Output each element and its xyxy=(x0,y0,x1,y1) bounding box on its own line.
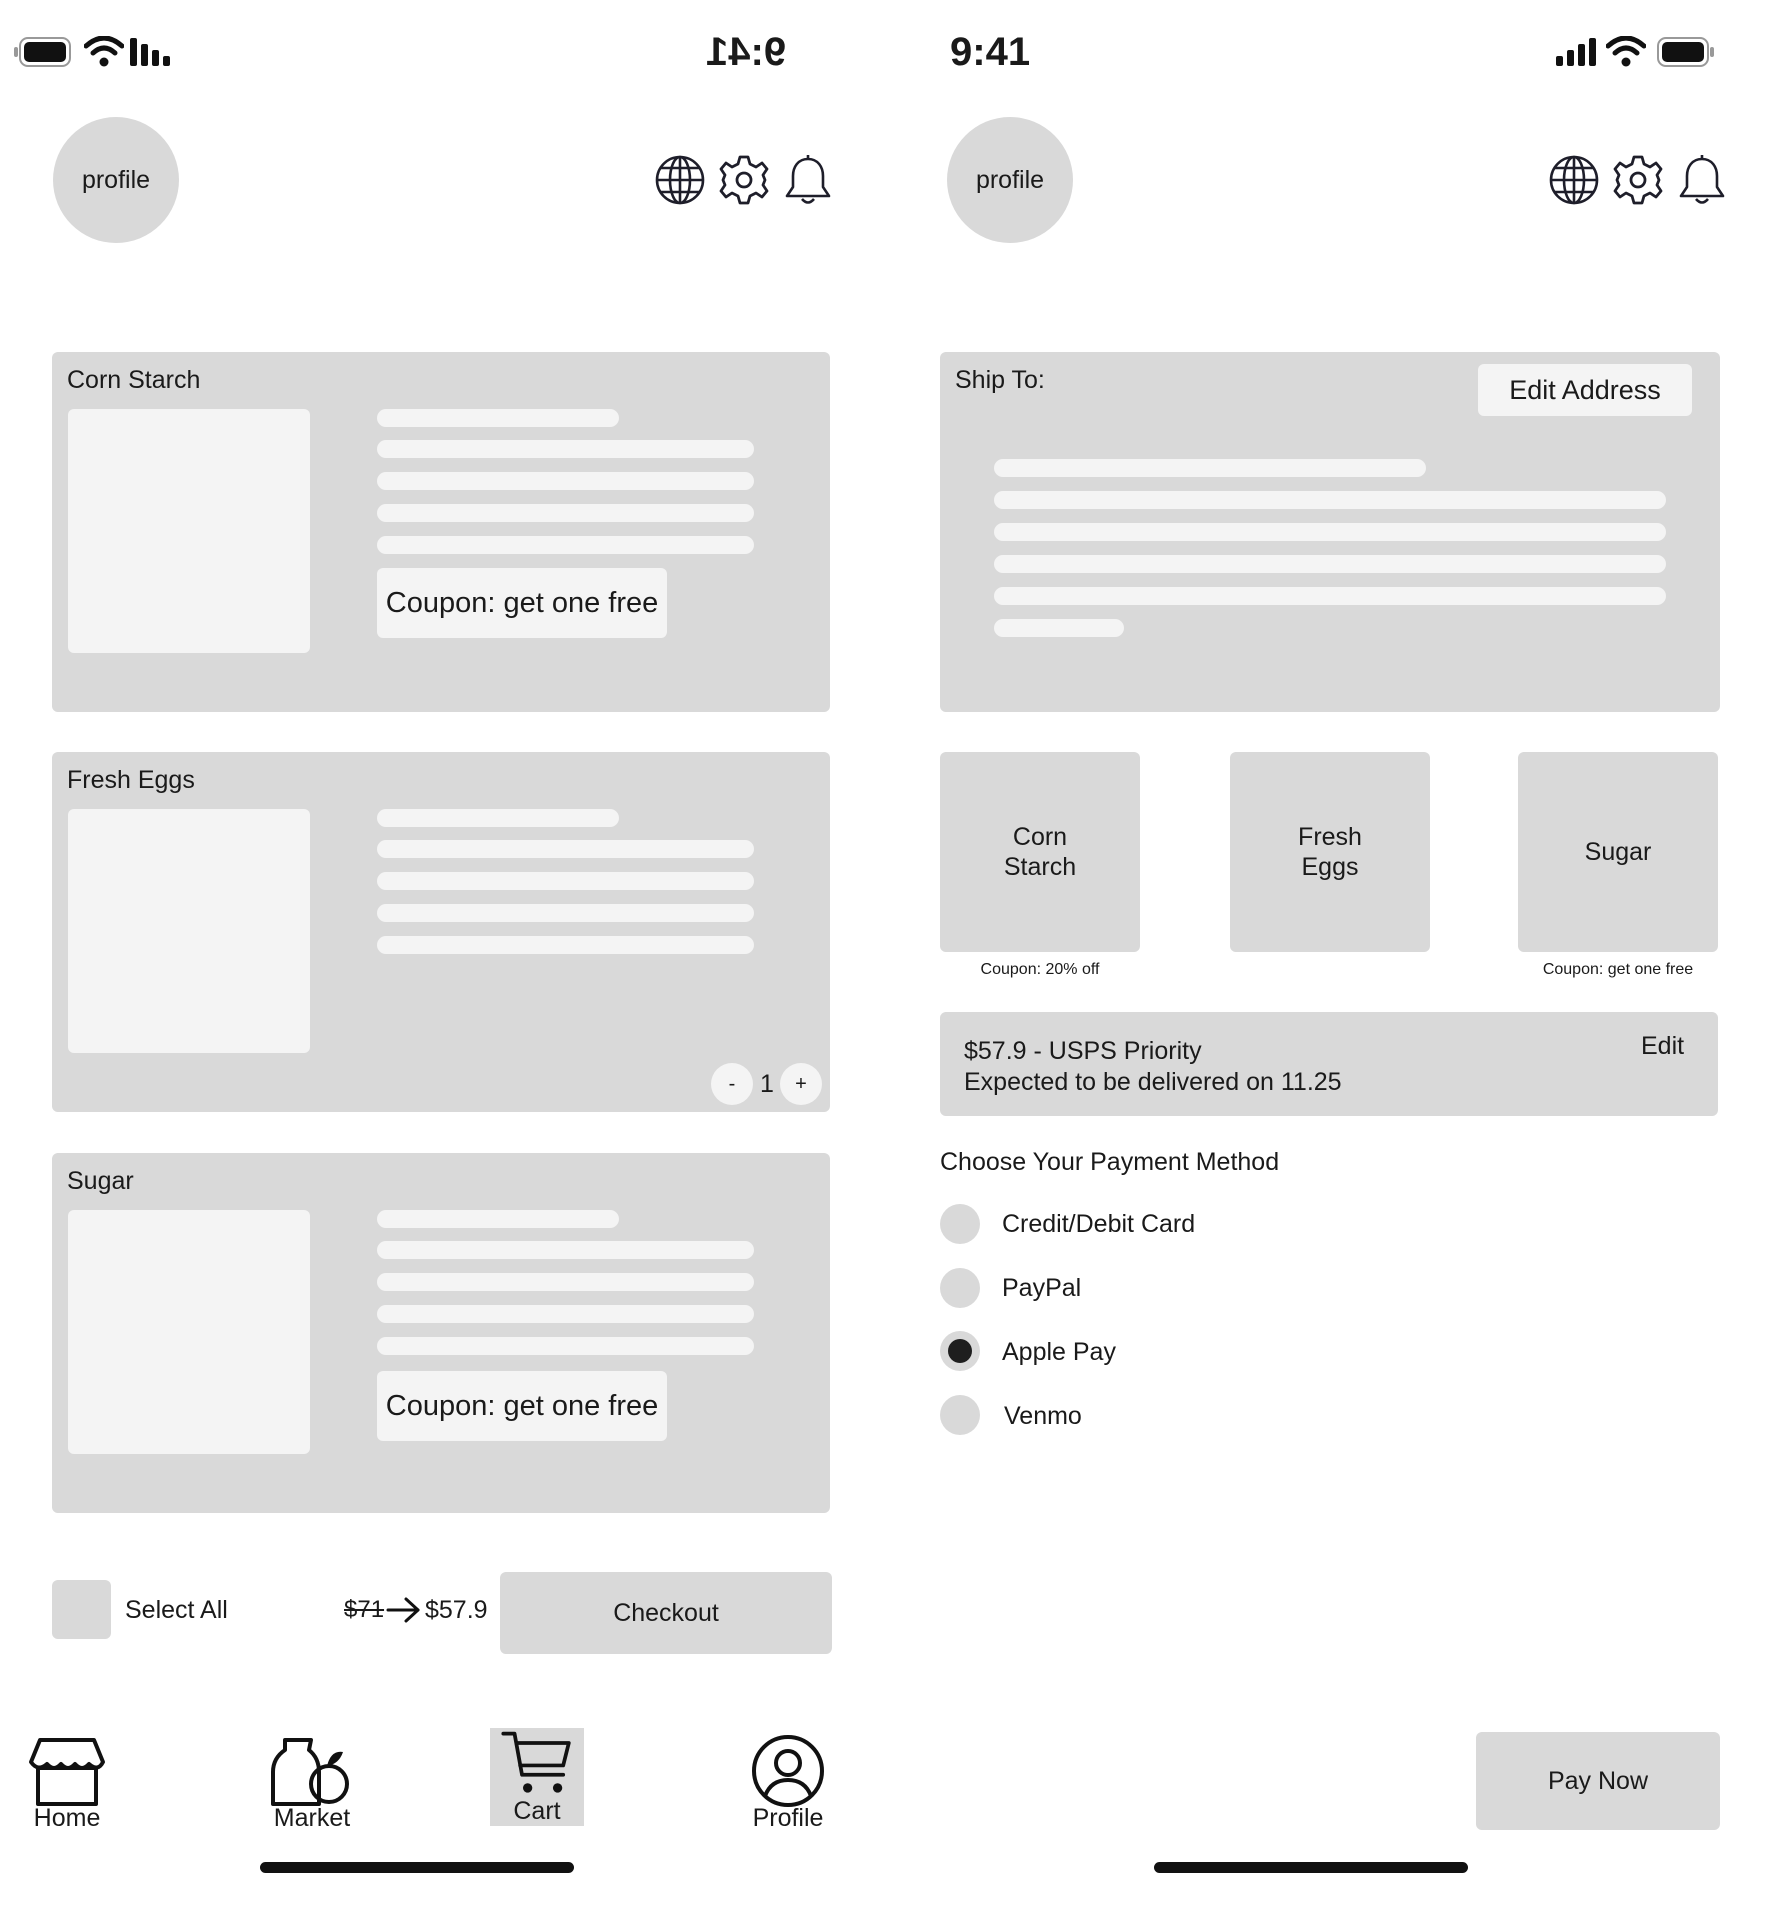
radio-apple-pay[interactable] xyxy=(940,1331,980,1371)
wifi-icon xyxy=(84,36,124,68)
text-placeholder xyxy=(377,536,754,554)
wifi-icon xyxy=(1606,36,1646,68)
tab-label: Cart xyxy=(513,1797,561,1825)
home-indicator[interactable] xyxy=(260,1862,574,1873)
product-tile-corn-starch[interactable] xyxy=(940,752,1140,952)
address-placeholder xyxy=(994,587,1666,605)
status-time: 9:41 xyxy=(950,30,1031,74)
address-placeholder xyxy=(994,459,1426,477)
ship-to-label: Ship To: xyxy=(955,366,1045,394)
radio-label: PayPal xyxy=(1002,1274,1082,1302)
radio-label: Credit/Debit Card xyxy=(1002,1210,1196,1238)
checkout-screen xyxy=(890,0,1780,1912)
bell-icon[interactable] xyxy=(1676,154,1728,206)
product-tile-sugar[interactable] xyxy=(1518,752,1718,952)
tab-home[interactable] xyxy=(26,1736,108,1833)
text-placeholder xyxy=(377,472,754,490)
tab-cart[interactable] xyxy=(490,1728,584,1826)
radio-label: Apple Pay xyxy=(1002,1338,1116,1366)
edit-address-button[interactable]: Edit Address xyxy=(1478,364,1692,416)
tab-label: Home xyxy=(33,1804,101,1832)
decrease-quantity-button[interactable]: - xyxy=(711,1063,753,1105)
globe-icon[interactable] xyxy=(1548,154,1600,206)
avatar-label: profile xyxy=(81,165,151,194)
user-icon xyxy=(751,1734,825,1808)
cart-icon xyxy=(499,1728,575,1801)
globe-icon[interactable] xyxy=(654,154,706,206)
text-placeholder xyxy=(377,1210,619,1228)
product-name: Fresh Eggs xyxy=(1298,823,1362,881)
select-all-label: Select All xyxy=(125,1596,228,1624)
cart-item-corn-starch[interactable] xyxy=(52,352,830,712)
text-placeholder xyxy=(377,809,619,827)
tab-profile[interactable] xyxy=(740,1734,836,1833)
radio-credit-card[interactable] xyxy=(940,1204,980,1244)
gear-icon[interactable] xyxy=(718,154,770,206)
address-placeholder xyxy=(994,491,1666,509)
payment-title: Choose Your Payment Method xyxy=(940,1148,1280,1176)
cart-item-fresh-eggs[interactable] xyxy=(52,752,830,1112)
product-name: Corn Starch xyxy=(1003,823,1077,881)
text-placeholder xyxy=(377,409,619,427)
radio-label: Venmo xyxy=(1004,1402,1082,1430)
pay-now-button[interactable]: Pay Now xyxy=(1476,1732,1720,1830)
text-placeholder xyxy=(377,1305,754,1323)
status-time: 9:41 xyxy=(706,30,787,74)
text-placeholder xyxy=(377,1273,754,1291)
signal-icon xyxy=(1556,38,1598,66)
tab-label: Market xyxy=(273,1804,351,1832)
address-placeholder xyxy=(994,555,1666,573)
text-placeholder xyxy=(377,1337,754,1355)
avatar[interactable] xyxy=(53,117,179,243)
quantity-value: 1 xyxy=(760,1070,774,1098)
product-image xyxy=(68,409,310,653)
coupon-note: Coupon: get one free xyxy=(1542,961,1694,978)
shipping-method: $57.9 - USPS Priority xyxy=(964,1037,1202,1065)
grocery-icon xyxy=(271,1736,353,1808)
battery-icon xyxy=(1654,36,1714,70)
old-price: $71 xyxy=(344,1596,385,1623)
text-placeholder xyxy=(377,936,754,954)
home-indicator[interactable] xyxy=(1154,1862,1468,1873)
ship-to-card xyxy=(940,352,1720,712)
text-placeholder xyxy=(377,1241,754,1259)
bell-icon[interactable] xyxy=(782,154,834,206)
text-placeholder xyxy=(377,504,754,522)
avatar[interactable] xyxy=(947,117,1073,243)
edit-shipping-button[interactable]: Edit xyxy=(1641,1032,1685,1060)
signal-icon xyxy=(130,38,172,66)
text-placeholder xyxy=(377,840,754,858)
new-price: $57.9 xyxy=(425,1596,488,1624)
avatar-label: profile xyxy=(975,165,1045,194)
battery-icon xyxy=(14,36,74,70)
arrow-right-icon xyxy=(386,1596,422,1624)
item-title: Corn Starch xyxy=(67,366,201,394)
item-title: Sugar xyxy=(67,1167,134,1195)
product-image xyxy=(68,1210,310,1454)
select-all-checkbox[interactable] xyxy=(52,1580,111,1639)
delivery-estimate: Expected to be delivered on 11.25 xyxy=(964,1068,1342,1096)
radio-paypal[interactable] xyxy=(940,1268,980,1308)
product-image xyxy=(68,809,310,1053)
item-title: Fresh Eggs xyxy=(67,766,195,794)
coupon-button[interactable]: Coupon: get one free xyxy=(377,1371,667,1441)
text-placeholder xyxy=(377,904,754,922)
address-placeholder xyxy=(994,619,1124,637)
radio-selected-dot xyxy=(948,1339,972,1363)
checkout-button[interactable]: Checkout xyxy=(500,1572,832,1654)
tab-label: Profile xyxy=(752,1804,824,1832)
cart-item-sugar[interactable] xyxy=(52,1153,830,1513)
coupon-button[interactable]: Coupon: get one free xyxy=(377,568,667,638)
radio-venmo[interactable] xyxy=(940,1395,980,1435)
address-placeholder xyxy=(994,523,1666,541)
increase-quantity-button[interactable]: + xyxy=(780,1063,822,1105)
product-tile-fresh-eggs[interactable] xyxy=(1230,752,1430,952)
gear-icon[interactable] xyxy=(1612,154,1664,206)
tab-market[interactable] xyxy=(264,1736,360,1833)
text-placeholder xyxy=(377,872,754,890)
text-placeholder xyxy=(377,440,754,458)
coupon-note: Coupon: 20% off xyxy=(980,961,1100,978)
shipping-option-card xyxy=(940,1012,1718,1116)
store-icon xyxy=(28,1736,106,1808)
product-name: Sugar xyxy=(1584,838,1652,866)
